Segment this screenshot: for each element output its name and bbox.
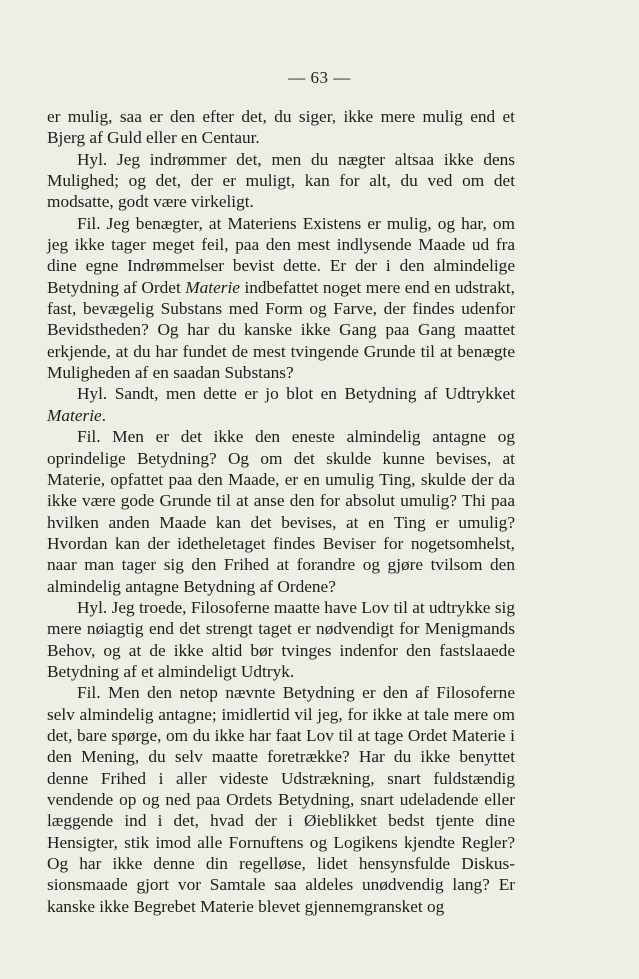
text-run: indbefattet noget mere end en udstrakt, fast, bevægelig Substans med Form og Farve, der findes udenfor Bevidstheden? Og har du kanske ikke Gang paa Gang maattet erkjende, at du har fundet de mest tvingende Grunde til at benægte Muligheden af en saadan Substans? [47, 277, 515, 383]
text-run: er mulig, saa er den efter det, du siger, ikke mere mulig end et Bjerg af Guld eller en Centaur. [47, 107, 515, 148]
paragraph [47, 383, 515, 426]
paragraph [47, 597, 515, 682]
paragraph [47, 213, 515, 384]
text-run: Hyl. Sandt, men dette er jo blot en Betydning af Udtrykket [77, 384, 515, 404]
text-run: Fil. Men er det ikke den eneste almindelig antagne og oprindelige Betydning? Og om det skulde kunne bevises, at Materie, opfattet paa den Maade, er en umulig Ting, skulde der da ikke være gode Grunde til at anse den for absolut umulig? Thi paa hvilken anden Maade kan det bevises, at en Ting er umulig? Hvordan kan der idetheletaget findes Beviser for nogetsomhelst, naar man tager sig den Frihed at forandre og gjøre tvilsom den almindelig antagne Betydning af Ordene? [47, 427, 515, 596]
paragraph [47, 426, 515, 597]
paragraph [47, 682, 515, 917]
page-number: — 63 — [288, 68, 351, 87]
paragraph [47, 106, 515, 149]
body-text [47, 106, 515, 917]
text-run: . [101, 405, 107, 425]
italic-term: Materie [47, 405, 102, 425]
text-run: Fil. Men den netop nævnte Betydning er den af Filosoferne selv almindelig antagne; imidlertid vil jeg, for ikke at tale mere om det, bare spørge, om du ikke har faat Lov til at tage Ordet Materie i den Mening, du selv maatte foretrække? Har du ikke benyttet denne Frihed i aller videste Udstrækning, snart fuldstændig vendende op og ned paa Ordets Betydning, snart udeladende eller læggende ind i det, hvad der i Øieblikket bedst tjente dine Hensigter, stik imod alle Fornuftens og Logikens kjendte Regler? Og har ikke denne din regelløse, lidet hensynsfulde Diskussionsmaade gjort vor Samtale saa aldeles unødvendig lang? Er kanske ikke Begrebet Materie blevet gjennemgransket og [47, 683, 515, 916]
italic-term: Materie [185, 277, 240, 297]
text-run: Hyl. Jeg troede, Filosoferne maatte have Lov til at udtrykke sig mere nøiagtig end det strengt taget er nødvendigt for Menigmands Behov, og at de ikke altid bør tvinges indenfor den fastslaaede Betydning af et almindeligt Udtryk. [47, 597, 515, 681]
text-run: Fil. Jeg benægter, at Materiens Existens er mulig, og har, om jeg ikke tager meget feil, paa den mest indlysende Maade ud fra dine egne Indrømmelser bevist dette. Er der i den almindelige Betydning af Ordet [47, 213, 515, 297]
text-run: Hyl. Jeg indrømmer det, men du nægter altsaa ikke dens Mulighed; og det, der er muligt, kan for alt, du ved om det modsatte, godt være virkeligt. [47, 149, 515, 212]
paragraph [47, 149, 515, 213]
